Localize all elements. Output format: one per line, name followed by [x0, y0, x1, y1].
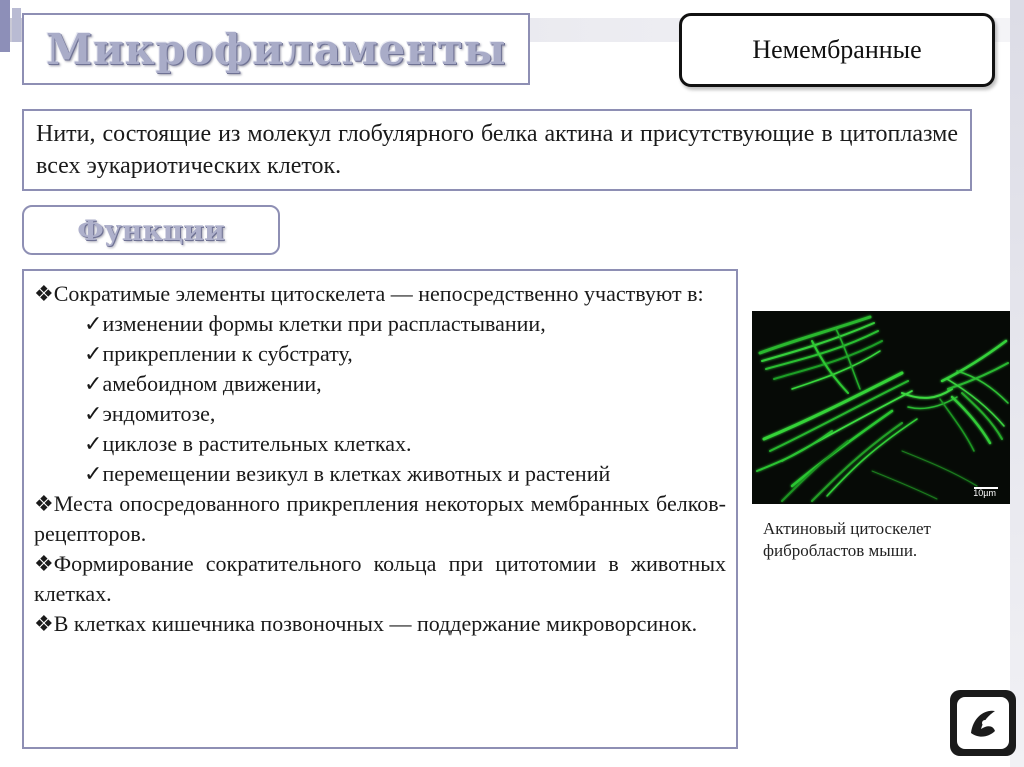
- list-item-text: Сократимые элементы цитоскелета — непосредственно участвуют в:: [53, 281, 704, 306]
- image-caption: Актиновый цитоскелет фибробластов мыши.: [763, 519, 931, 560]
- logo-emblem-icon: [963, 703, 1003, 743]
- diamond-bullet-icon: ❖: [34, 281, 54, 306]
- list-item: [34, 399, 726, 429]
- header-decoration-block: [0, 0, 10, 52]
- header-decoration-block-secondary: [12, 8, 21, 42]
- list-item: [34, 369, 726, 399]
- side-decoration-bar: [1010, 0, 1024, 767]
- check-mark-icon: ✓: [84, 401, 103, 426]
- check-mark-icon: ✓: [84, 341, 103, 366]
- functions-list: [22, 269, 738, 749]
- check-mark-icon: ✓: [84, 311, 103, 336]
- page-title: Микрофиламенты: [45, 24, 507, 74]
- definition-text: Нити, состоящие из молекул глобулярного белка актина и присутствующие в цитоплазме всех эукариотических клеток.: [22, 109, 972, 191]
- list-item: [34, 609, 726, 639]
- category-badge: Немембранные: [679, 13, 995, 87]
- list-item-text: Формирование сократительного кольца при цитотомии в животных клетках.: [34, 551, 726, 606]
- title-box: [22, 13, 530, 85]
- check-mark-icon: ✓: [84, 431, 103, 456]
- scale-bar-label: 10µm: [973, 488, 996, 498]
- diamond-bullet-icon: ❖: [34, 551, 54, 576]
- list-item-text: циклозе в растительных клетках.: [102, 431, 412, 456]
- list-item-text: Места опосредованного прикрепления некоторых мембранных белков-рецепторов.: [34, 491, 726, 546]
- diamond-bullet-icon: ❖: [34, 491, 54, 516]
- list-item: [34, 309, 726, 339]
- list-item-text: эндомитозе,: [102, 401, 216, 426]
- diamond-bullet-icon: ❖: [34, 611, 54, 636]
- list-item-text: перемещении везикул в клетках животных и растений: [102, 461, 611, 486]
- list-item: [34, 279, 726, 309]
- check-mark-icon: ✓: [84, 371, 103, 396]
- check-mark-icon: ✓: [84, 461, 103, 486]
- functions-heading: Функции: [77, 213, 225, 247]
- list-item: [34, 429, 726, 459]
- logo-icon: [950, 690, 1016, 756]
- list-item-text: В клетках кишечника позвоночных — поддержание микроворсинок.: [53, 611, 698, 636]
- list-item: [34, 489, 726, 549]
- list-item: [34, 459, 726, 489]
- functions-heading-box: [22, 205, 280, 255]
- list-item-text: изменении формы клетки при распластывании,: [102, 311, 546, 336]
- list-item-text: амебоидном движении,: [102, 371, 322, 396]
- list-item: [34, 549, 726, 609]
- actin-fibers-image: [752, 311, 1010, 504]
- list-item: [34, 339, 726, 369]
- list-item-text: прикреплении к субстрату,: [102, 341, 353, 366]
- actin-micrograph: [752, 311, 1010, 504]
